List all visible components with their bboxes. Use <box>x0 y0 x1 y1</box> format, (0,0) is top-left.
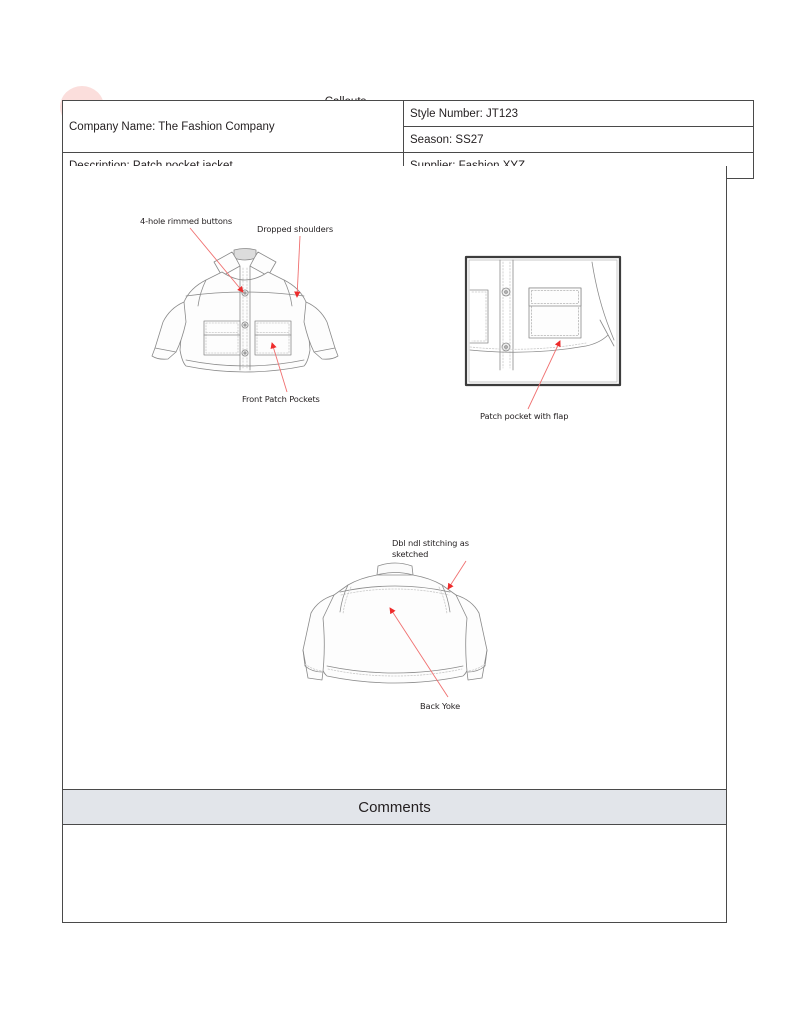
comments-body[interactable] <box>62 824 727 923</box>
comments-title: Comments <box>358 798 431 816</box>
callout-label-dbl-ndl-stitching: Dbl ndl stitching as sketched <box>392 538 469 559</box>
style-number-cell: Style Number: JT123 <box>404 101 754 127</box>
company-name-cell: Company Name: The Fashion Company <box>63 101 404 153</box>
page-header <box>0 42 790 94</box>
season-cell: Season: SS27 <box>404 127 754 153</box>
callout-label-buttons: 4-hole rimmed buttons <box>140 216 233 226</box>
callout-label-back-yoke: Back Yoke <box>420 701 461 711</box>
table-row <box>63 101 754 127</box>
sketch-area <box>62 166 727 790</box>
callout-label-shoulders: Dropped shoulders <box>257 224 334 234</box>
callout-label-patch-pocket-flap: Patch pocket with flap <box>480 411 569 421</box>
comments-header <box>62 789 727 825</box>
callout-label-front-pockets: Front Patch Pockets <box>242 394 320 404</box>
